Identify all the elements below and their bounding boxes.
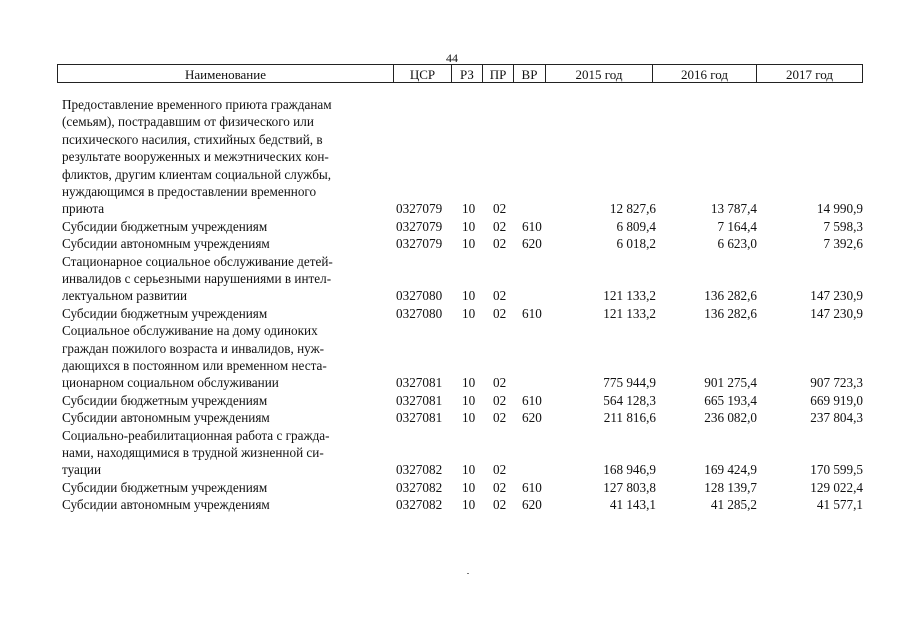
cell-rz: 10 xyxy=(462,288,476,304)
cell-pr: 02 xyxy=(493,410,507,426)
cell-y2015: 12 827,6 xyxy=(609,201,656,217)
cell-pr: 02 xyxy=(493,201,507,217)
cell-csr: 0327081 xyxy=(396,392,443,408)
cell-y2017: 7 392,6 xyxy=(823,236,863,252)
cell-y2016: 128 139,7 xyxy=(704,479,757,495)
cell-name: Стационарное социальное обслуживание детей- xyxy=(62,253,333,269)
cell-name: Субсидии автономным учреждениям xyxy=(62,497,270,513)
cell-pr: 02 xyxy=(493,392,507,408)
cell-rz: 10 xyxy=(462,218,476,234)
cell-y2015: 121 133,2 xyxy=(603,288,656,304)
header-2016: 2016 год xyxy=(652,65,756,82)
cell-y2016: 136 282,6 xyxy=(704,305,757,321)
cell-rz: 10 xyxy=(462,410,476,426)
cell-name: нами, находящимися в трудной жизненной си- xyxy=(62,445,324,460)
cell-csr: 0327081 xyxy=(396,375,443,391)
cell-name: Социальное обслуживание на дому одиноких xyxy=(62,323,318,339)
cell-csr: 0327082 xyxy=(396,479,443,495)
cell-y2016: 901 275,4 xyxy=(704,375,757,391)
cell-csr: 0327079 xyxy=(396,236,443,252)
header-2017: 2017 год xyxy=(756,65,862,82)
cell-y2015: 41 143,1 xyxy=(609,497,656,513)
cell-y2015: 6 809,4 xyxy=(616,218,656,234)
cell-rz: 10 xyxy=(462,479,476,495)
cell-name: инвалидов с серьезными нарушениями в интел- xyxy=(62,271,332,286)
cell-csr: 0327080 xyxy=(396,305,443,321)
header-rz: РЗ xyxy=(451,65,482,82)
cell-csr: 0327082 xyxy=(396,462,443,478)
cell-y2015: 127 803,8 xyxy=(603,479,656,495)
cell-pr: 02 xyxy=(493,305,507,321)
cell-y2015: 168 946,9 xyxy=(603,462,656,478)
cell-csr: 0327079 xyxy=(396,201,443,217)
cell-name: приюта xyxy=(62,201,105,217)
cell-pr: 02 xyxy=(493,462,507,478)
cell-y2017: 147 230,9 xyxy=(810,288,863,304)
cell-y2016: 7 164,4 xyxy=(717,218,757,234)
cell-csr: 0327082 xyxy=(396,497,443,513)
page-number: 44 xyxy=(446,51,458,65)
cell-y2016: 169 424,9 xyxy=(704,462,757,478)
cell-vr: 610 xyxy=(522,479,542,495)
cell-name: психического насилия, стихийных бедствий, в xyxy=(62,131,323,147)
cell-name: нуждающимся в предоставлении временного xyxy=(62,184,317,199)
cell-y2017: 147 230,9 xyxy=(810,305,863,321)
cell-csr: 0327079 xyxy=(396,218,443,234)
cell-vr: 610 xyxy=(522,305,542,321)
cell-rz: 10 xyxy=(462,497,476,513)
cell-pr: 02 xyxy=(493,375,507,391)
cell-y2017: 41 577,1 xyxy=(816,497,863,513)
cell-csr: 0327080 xyxy=(396,288,443,304)
cell-name: граждан пожилого возраста и инвалидов, нуж- xyxy=(62,340,325,356)
cell-name: Предоставление временного приюта гражданам xyxy=(62,97,332,112)
cell-name: (семьям), пострадавшим от физического или xyxy=(62,114,314,130)
cell-rz: 10 xyxy=(462,462,476,478)
cell-y2017: 170 599,5 xyxy=(810,462,863,478)
cell-y2017: 907 723,3 xyxy=(810,375,863,391)
cell-y2016: 6 623,0 xyxy=(717,236,757,252)
cell-vr: 610 xyxy=(522,392,542,408)
cell-y2017: 669 919,0 xyxy=(810,392,863,408)
cell-name: дающихся в постоянном или временном неста- xyxy=(62,358,327,373)
cell-name: Субсидии бюджетным учреждениям xyxy=(62,218,268,234)
table-header xyxy=(57,64,863,83)
cell-pr: 02 xyxy=(493,479,507,495)
cell-name: Субсидии автономным учреждениям xyxy=(62,236,270,252)
scan-dot xyxy=(467,573,469,574)
header-2015: 2015 год xyxy=(545,65,652,82)
cell-y2015: 121 133,2 xyxy=(603,305,656,321)
cell-y2017: 7 598,3 xyxy=(823,218,863,234)
cell-y2016: 236 082,0 xyxy=(704,410,757,426)
cell-rz: 10 xyxy=(462,236,476,252)
cell-csr: 0327081 xyxy=(396,410,443,426)
header-pr: ПР xyxy=(482,65,513,82)
cell-name: лектуальном развитии xyxy=(62,288,188,304)
cell-name: туации xyxy=(62,462,102,478)
header-name: Наименование xyxy=(185,67,266,82)
cell-y2016: 665 193,4 xyxy=(704,392,757,408)
cell-vr: 620 xyxy=(522,497,542,513)
cell-name: ционарном социальном обслуживании xyxy=(62,375,279,391)
cell-rz: 10 xyxy=(462,392,476,408)
cell-name: Субсидии бюджетным учреждениям xyxy=(62,392,268,408)
header-csr: ЦСР xyxy=(393,65,451,82)
cell-y2016: 136 282,6 xyxy=(704,288,757,304)
cell-y2015: 211 816,6 xyxy=(603,410,656,426)
cell-name: Субсидии бюджетным учреждениям xyxy=(62,305,268,321)
cell-pr: 02 xyxy=(493,497,507,513)
cell-name: Социально-реабилитационная работа с гражда- xyxy=(62,427,330,443)
cell-rz: 10 xyxy=(462,305,476,321)
cell-y2017: 129 022,4 xyxy=(810,479,863,495)
cell-name: Субсидии автономным учреждениям xyxy=(62,410,270,426)
cell-rz: 10 xyxy=(462,375,476,391)
cell-pr: 02 xyxy=(493,218,507,234)
cell-y2015: 564 128,3 xyxy=(603,392,656,408)
cell-y2017: 14 990,9 xyxy=(816,201,863,217)
cell-vr: 620 xyxy=(522,410,542,426)
cell-y2015: 6 018,2 xyxy=(616,236,656,252)
cell-y2016: 13 787,4 xyxy=(710,201,757,217)
cell-name: Субсидии бюджетным учреждениям xyxy=(62,479,268,495)
cell-y2016: 41 285,2 xyxy=(710,497,757,513)
cell-pr: 02 xyxy=(493,288,507,304)
cell-y2017: 237 804,3 xyxy=(810,410,863,426)
cell-name: результате вооруженных и межэтнических кон- xyxy=(62,149,329,165)
cell-pr: 02 xyxy=(493,236,507,252)
cell-name: фликтов, другим клиентам социальной службы, xyxy=(62,166,332,182)
cell-rz: 10 xyxy=(462,201,476,217)
cell-y2015: 775 944,9 xyxy=(603,375,656,391)
cell-vr: 610 xyxy=(522,218,542,234)
cell-vr: 620 xyxy=(522,236,542,252)
header-vr: ВР xyxy=(513,65,545,82)
